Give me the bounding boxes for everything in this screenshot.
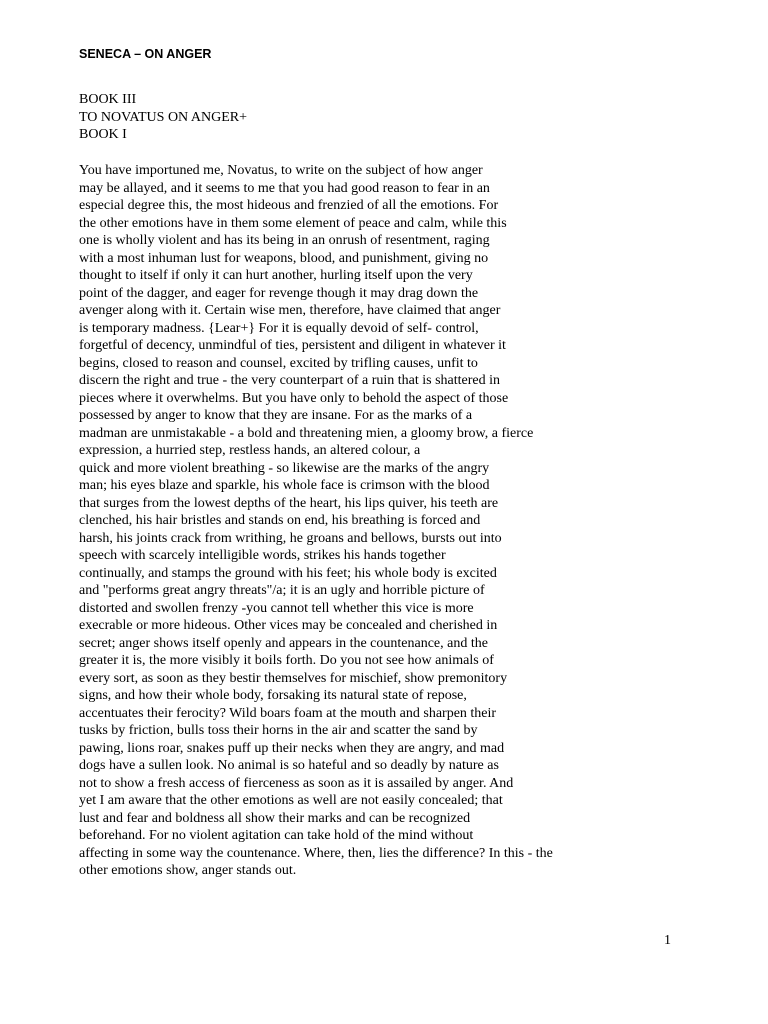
text-line: distorted and swollen frenzy -you cannot tell whether this vice is more [79, 600, 474, 616]
text-line: is temporary madness. {Lear+} For it is equally devoid of self- control, [79, 320, 479, 336]
page-number: 1 [664, 933, 671, 948]
text-line: signs, and how their whole body, forsaking its natural state of repose, [79, 688, 467, 703]
text-line: and "performs great angry threats"/a; it is an ugly and horrible picture of [79, 583, 485, 598]
text-line: You have importuned me, Novatus, to write on the subject of how anger [79, 163, 483, 178]
text-line: may be allayed, and it seems to me that you had good reason to fear in an [79, 180, 490, 196]
text-line: madman are unmistakable - a bold and threatening mien, a gloomy brow, a fierce [79, 425, 534, 441]
text-line: beforehand. For no violent agitation can take hold of the mind without [79, 828, 474, 843]
text-line: tusks by friction, bulls toss their horns in the air and scatter the sand by [79, 723, 478, 738]
text-line: accentuates their ferocity? Wild boars foam at the mouth and sharpen their [79, 705, 497, 721]
text-line: point of the dagger, and eager for revenge though it may drag down the [79, 285, 479, 301]
section-headings [79, 91, 247, 144]
text-line: affecting in some way the countenance. Where, then, lies the difference? In this - the [79, 845, 553, 861]
text-line: greater it is, the more visibly it boils forth. Do you not see how animals of [79, 653, 494, 668]
text-line: the other emotions have in them some element of peace and calm, while this [79, 215, 507, 231]
text-line: expression, a hurried step, restless hands, an altered colour, a [79, 443, 421, 458]
text-line: especial degree this, the most hideous and frenzied of all the emotions. For [79, 198, 499, 213]
text-line: execrable or more hideous. Other vices may be concealed and cherished in [79, 618, 498, 633]
text-line: not to show a fresh access of fierceness as soon as it is assailed by anger. And [79, 775, 514, 791]
text-line: discern the right and true - the very counterpart of a ruin that is shattered in [79, 373, 501, 388]
heading-book-i: BOOK I [79, 127, 127, 142]
text-line: other emotions show, anger stands out. [79, 863, 297, 878]
text-line: forgetful of decency, unmindful of ties, persistent and diligent in whatever it [79, 338, 506, 353]
text-line: with a most inhuman lust for weapons, blood, and punishment, giving no [79, 250, 489, 266]
text-line: that surges from the lowest depths of the heart, his lips quiver, his teeth are [79, 495, 499, 511]
text-line: pieces where it overwhelms. But you have only to behold the aspect of those [79, 390, 509, 406]
text-line: speech with scarcely intelligible words, strikes his hands together [79, 548, 446, 563]
text-line: thought to itself if only it can hurt another, hurling itself upon the very [79, 268, 473, 283]
heading-book-iii: BOOK III [79, 92, 137, 107]
text-line: continually, and stamps the ground with his feet; his whole body is excited [79, 565, 497, 581]
text-line: pawing, lions roar, snakes puff up their necks when they are angry, and mad [79, 740, 505, 756]
text-line: possessed by anger to know that they are insane. For as the marks of a [79, 408, 473, 423]
text-line: clenched, his hair bristles and stands on end, his breathing is forced and [79, 513, 481, 528]
text-line: secret; anger shows itself openly and appears in the countenance, and the [79, 635, 488, 651]
text-line: quick and more violent breathing - so likewise are the marks of the angry [79, 460, 490, 476]
text-line: man; his eyes blaze and sparkle, his whole face is crimson with the blood [79, 478, 490, 493]
heading-to-novatus: TO NOVATUS ON ANGER+ [79, 109, 248, 125]
document-title: SENECA – ON ANGER [79, 47, 212, 61]
text-line: yet I am aware that the other emotions as well are not easily concealed; that [79, 793, 503, 808]
text-line: avenger along with it. Certain wise men, therefore, have claimed that anger [79, 303, 501, 318]
body-paragraph [79, 162, 699, 880]
text-line: dogs have a sullen look. No animal is so hateful and so deadly by nature as [79, 758, 499, 773]
text-line: one is wholly violent and has its being in an onrush of resentment, raging [79, 233, 490, 248]
text-line: begins, closed to reason and counsel, excited by trifling causes, unfit to [79, 355, 478, 371]
text-line: every sort, as soon as they bestir themselves for mischief, show premonitory [79, 670, 508, 686]
text-line: harsh, his joints crack from writhing, he groans and bellows, bursts out into [79, 530, 502, 546]
text-line: lust and fear and boldness all show their marks and can be recognized [79, 810, 471, 826]
